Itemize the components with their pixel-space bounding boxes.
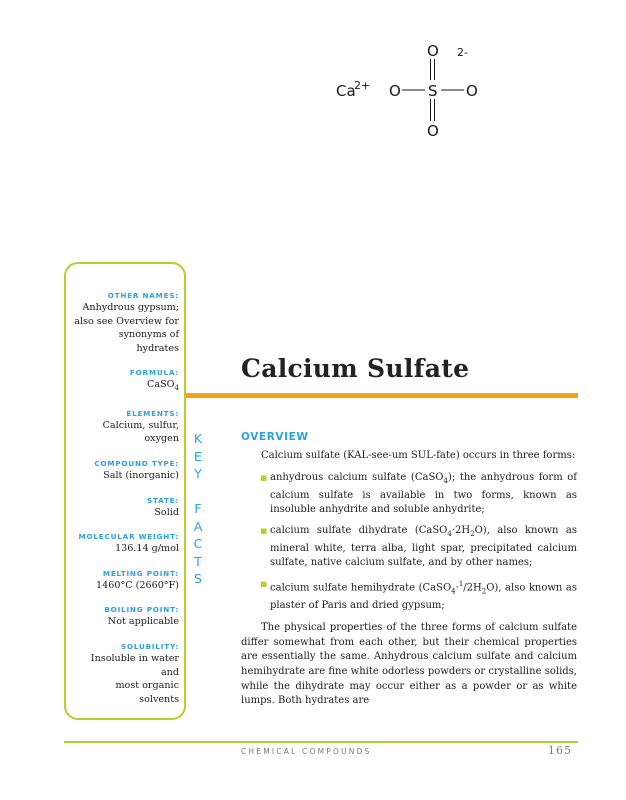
fact-molecular-weight <box>72 531 179 556</box>
key-facts-vertical-heading <box>191 430 205 588</box>
fact-label: MOLECULAR WEIGHT: <box>78 532 179 542</box>
vertical-letter: K <box>193 431 203 446</box>
vertical-letter: E <box>194 448 202 464</box>
fact-other-names <box>72 290 179 355</box>
vertical-letter: Y <box>194 466 202 481</box>
subscript: 2 <box>470 529 475 538</box>
footer-section-label: CHEMICAL COMPOUNDS <box>241 747 372 756</box>
form-text: O), also known as plaster of Paris and dried gypsum; <box>270 582 577 611</box>
fact-line: synonyms of <box>118 329 179 341</box>
fact-label: ELEMENTS: <box>126 408 179 418</box>
form-text: ); the anhydrous form of calcium sulfate is available in two forms, known as insoluble anhydrite and soluble anhydrite; <box>270 472 578 516</box>
fact-value <box>72 301 179 355</box>
fact-line: also see Overview for <box>74 315 179 327</box>
page-number: 165 <box>548 744 572 757</box>
list-item <box>261 577 577 614</box>
vertical-letter: T <box>194 553 202 569</box>
bullet-icon: ▪ <box>260 523 268 537</box>
key-facts-sidebar <box>64 262 186 720</box>
fact-value: 1460°C (2660°F) <box>96 579 179 591</box>
fact-boiling-point <box>72 604 179 629</box>
sulfur-symbol: S <box>428 82 438 100</box>
footer-rule <box>64 741 578 743</box>
fact-line: most organic <box>115 680 179 692</box>
vertical-letter: S <box>194 571 202 586</box>
fact-line: oxygen <box>144 433 179 445</box>
fact-compound-type <box>72 458 179 483</box>
fact-value <box>72 419 179 446</box>
fact-line: Insoluble in water and <box>90 653 179 678</box>
overview-heading: OVERVIEW <box>241 431 309 443</box>
subscript: 4 <box>447 529 452 538</box>
article-body <box>241 430 577 717</box>
form-text: anhydrous calcium sulfate (CaSO <box>270 472 444 484</box>
bullet-icon: ▪ <box>260 471 268 485</box>
vertical-letter: C <box>193 536 203 551</box>
oxygen-right: O <box>466 82 478 100</box>
form-text: O), also known as mineral white, terra alba, light spar, precipitated calcium sulfate, native calcium sulfate, and by other names; <box>270 524 577 569</box>
subscript: 2 <box>481 587 487 596</box>
bullet-icon: ▪ <box>260 576 268 590</box>
title-underline-rule <box>186 393 578 398</box>
oxygen-top: O <box>427 42 439 60</box>
form-text: calcium sulfate hemihydrate (CaSO <box>270 582 452 594</box>
form-text: · <box>455 582 459 594</box>
calcium-charge: 2+ <box>354 79 371 92</box>
list-item <box>261 471 577 518</box>
fact-value: 136.14 g/mol <box>115 543 179 555</box>
subscript: 4 <box>451 587 456 596</box>
fact-value: Salt (inorganic) <box>103 470 179 482</box>
fact-label: MELTING POINT: <box>102 568 179 578</box>
fact-label: SOLUBILITY: <box>120 642 179 652</box>
forms-list <box>241 471 577 613</box>
oxygen-left: O <box>389 82 401 100</box>
fact-value <box>72 378 179 396</box>
subscript: 4 <box>443 477 448 486</box>
overview-intro: Calcium sulfate (KAL-see-um SUL-fate) occurs in three forms: <box>261 449 576 461</box>
calcium-symbol: Ca <box>336 82 356 100</box>
fact-elements <box>72 408 179 446</box>
form-text: H <box>473 582 482 594</box>
oxygen-bottom: O <box>427 122 439 140</box>
fact-value <box>72 652 179 706</box>
fact-line: Calcium, sulfur, <box>102 419 179 431</box>
overview-body: The physical properties of the three forms of calcium sulfate differ somewhat from each other, but their chemical properties are essentially the same. Anhydrous calcium sulfate and calcium hemihydrate are fine white odorless powders or crystalline solids, while the dihydrate may occur either as a powder or as white lumps. Both hydrates are <box>241 622 577 707</box>
fact-label: FORMULA: <box>129 368 179 378</box>
fact-solubility <box>72 641 179 706</box>
fact-melting-point <box>72 568 179 593</box>
vertical-letter <box>191 483 205 501</box>
superscript: 1 <box>458 579 464 588</box>
fact-label: BOILING POINT: <box>104 605 179 615</box>
anion-charge: 2- <box>457 46 468 59</box>
page-title: Calcium Sulfate <box>241 354 470 383</box>
vertical-letter: F <box>194 501 202 516</box>
fact-value: Solid <box>154 506 179 518</box>
list-item <box>261 524 577 571</box>
formula-main: CaSO <box>147 379 175 391</box>
formula-subscript: 4 <box>174 384 179 393</box>
form-text: calcium sulfate dihydrate (CaSO <box>270 524 448 536</box>
sulfate-structure-diagram <box>0 0 626 160</box>
fact-label: STATE: <box>146 495 179 505</box>
fact-formula <box>72 367 179 396</box>
fact-state <box>72 495 179 520</box>
fact-line: Anhydrous gypsum; <box>82 302 179 313</box>
form-text: /2 <box>463 582 474 594</box>
form-text: ·2H <box>451 524 471 536</box>
fact-line: solvents <box>139 693 179 705</box>
fact-label: COMPOUND TYPE: <box>94 459 179 469</box>
fact-line: hydrates <box>136 342 179 354</box>
fact-label: OTHER NAMES: <box>107 291 179 300</box>
vertical-letter: A <box>193 518 203 534</box>
fact-value: Not applicable <box>107 616 179 628</box>
